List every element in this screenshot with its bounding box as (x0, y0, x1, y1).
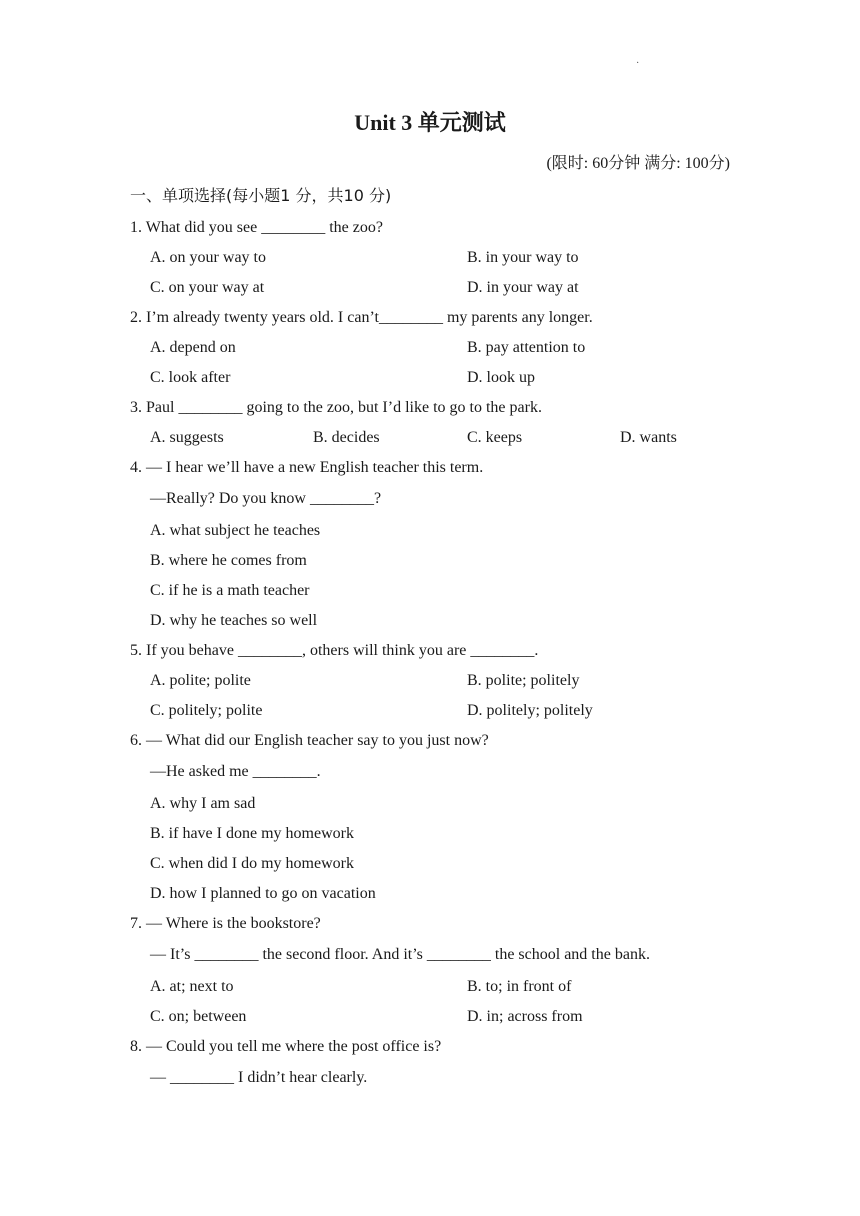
question-6-option-c: C. when did I do my homework (150, 855, 354, 872)
question-5-option-d: D. politely; politely (467, 702, 593, 719)
question-2-stem: 2. I’m already twenty years old. I can’t________ my parents any longer. (130, 309, 593, 326)
question-3-option-d: D. wants (620, 429, 677, 446)
question-6-reply: —He asked me ________. (150, 763, 321, 780)
question-1-option-b: B. in your way to (467, 249, 579, 266)
question-4-reply: —Really? Do you know ________? (150, 490, 382, 507)
question-2-option-b: B. pay attention to (467, 339, 586, 356)
question-7-stem: 7. — Where is the bookstore? (130, 915, 321, 932)
time-score-limit: (限时: 60分钟 满分: 100分) (546, 155, 730, 172)
question-6-option-b: B. if have I done my homework (150, 825, 354, 842)
question-2-option-d: D. look up (467, 369, 535, 386)
question-7-option-d: D. in; across from (467, 1008, 583, 1025)
question-3-option-c: C. keeps (467, 429, 523, 446)
question-4-option-a: A. what subject he teaches (150, 522, 321, 539)
question-2-option-a: A. depend on (150, 339, 236, 356)
question-7-option-c: C. on; between (150, 1008, 247, 1025)
question-1-option-a: A. on your way to (150, 249, 266, 266)
question-3-option-b: B. decides (313, 429, 380, 446)
question-7-reply: — It’s ________ the second floor. And it’s ________ the school and the bank. (150, 946, 650, 963)
question-7-option-a: A. at; next to (150, 978, 234, 995)
question-4-option-c: C. if he is a math teacher (150, 582, 310, 599)
question-5-option-b: B. polite; politely (467, 672, 580, 689)
page-dot: · (636, 58, 640, 69)
page-title: Unit 3 单元测试 (354, 110, 506, 135)
question-5-stem: 5. If you behave ________, others will think you are ________. (130, 642, 539, 659)
question-2-option-c: C. look after (150, 369, 231, 386)
question-5-option-c: C. politely; polite (150, 702, 263, 719)
question-1-stem: 1. What did you see ________ the zoo? (130, 219, 383, 236)
question-6-option-d: D. how I planned to go on vacation (150, 885, 376, 902)
question-1-option-c: C. on your way at (150, 279, 265, 296)
question-6-stem: 6. — What did our English teacher say to you just now? (130, 732, 489, 749)
question-1-option-d: D. in your way at (467, 279, 579, 296)
question-7-option-b: B. to; in front of (467, 978, 572, 995)
question-4-option-d: D. why he teaches so well (150, 612, 318, 629)
question-3-option-a: A. suggests (150, 429, 224, 446)
question-4-stem: 4. — I hear we’ll have a new English teacher this term. (130, 459, 484, 476)
question-6-option-a: A. why I am sad (150, 795, 256, 812)
question-8-stem: 8. — Could you tell me where the post office is? (130, 1038, 442, 1055)
question-3-stem: 3. Paul ________ going to the zoo, but I’d like to go to the park. (130, 399, 542, 416)
question-5-option-a: A. polite; polite (150, 672, 251, 689)
question-8-reply: — ________ I didn’t hear clearly. (150, 1069, 368, 1086)
section-heading: 一、单项选择(每小题1 分，共10 分) (130, 186, 392, 205)
question-4-option-b: B. where he comes from (150, 552, 307, 569)
